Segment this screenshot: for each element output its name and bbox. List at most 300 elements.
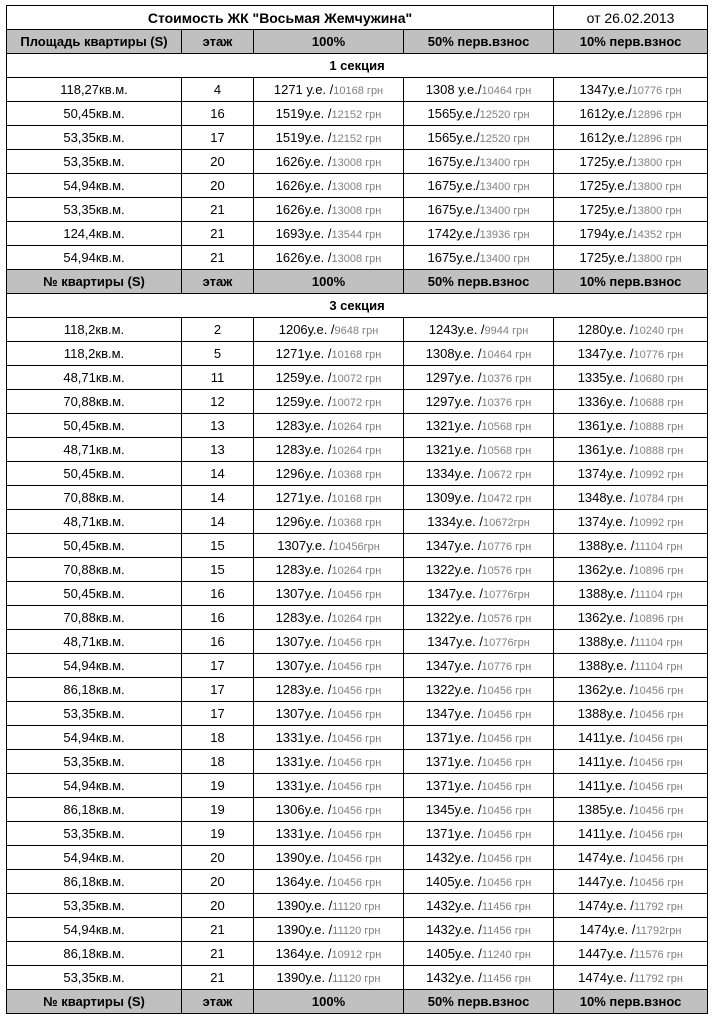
usd-price: 1348у.е. / <box>577 490 634 505</box>
usd-price: 1271у.е. / <box>275 490 332 505</box>
uah-price: 11792 грн <box>633 973 683 985</box>
usd-price: 1405у.е. / <box>425 874 482 889</box>
section-label: 3 секция <box>7 294 708 318</box>
uah-price: 10456 грн <box>481 781 532 793</box>
price-50-cell <box>404 78 554 102</box>
price-50-cell <box>404 438 554 462</box>
usd-price: 1308 у.е./ <box>425 82 482 97</box>
uah-price: 10456 грн <box>481 757 532 769</box>
column-header: этаж <box>182 30 254 54</box>
uah-price: 10576 грн <box>481 613 532 625</box>
area-cell: 124,4кв.м. <box>7 222 182 246</box>
usd-price: 1259у.е. / <box>275 394 332 409</box>
floor-cell: 16 <box>182 606 254 630</box>
area-cell: 86,18кв.м. <box>7 942 182 966</box>
uah-price: 11792грн <box>635 925 682 937</box>
usd-price: 1347у.е. / <box>427 586 484 601</box>
table-row <box>7 366 708 390</box>
usd-price: 1474у.е. / <box>577 850 634 865</box>
usd-price: 1347у.е. / <box>425 706 482 721</box>
price-10-cell <box>554 822 708 846</box>
area-cell: 54,94кв.м. <box>7 654 182 678</box>
price-100-cell <box>254 318 404 342</box>
usd-price: 1693у.е. / <box>275 226 332 241</box>
uah-price: 12520 грн <box>479 109 530 121</box>
price-100-cell <box>254 558 404 582</box>
uah-price: 13400 грн <box>479 253 530 265</box>
usd-price: 1347у.е. / <box>425 538 482 553</box>
price-table <box>6 5 708 1014</box>
area-cell: 50,45кв.м. <box>7 414 182 438</box>
floor-cell: 21 <box>182 222 254 246</box>
date-label: от 26.02.2013 <box>554 6 708 30</box>
uah-price: 11120 грн <box>332 973 381 985</box>
usd-price: 1565у.е./ <box>427 130 480 145</box>
uah-price: 10368 грн <box>331 517 382 529</box>
usd-price: 1347у.е. / <box>577 346 634 361</box>
uah-price: 13008 грн <box>331 181 382 193</box>
uah-price: 12896 грн <box>631 109 682 121</box>
price-100-cell <box>254 870 404 894</box>
floor-cell: 21 <box>182 942 254 966</box>
price-50-cell <box>404 798 554 822</box>
price-50-cell <box>404 462 554 486</box>
uah-price: 10912 грн <box>331 949 382 961</box>
column-header: 50% перв.взнос <box>404 30 554 54</box>
area-cell: 53,35кв.м. <box>7 894 182 918</box>
floor-cell: 19 <box>182 822 254 846</box>
price-10-cell <box>554 414 708 438</box>
price-50-cell <box>404 486 554 510</box>
price-100-cell <box>254 462 404 486</box>
usd-price: 1675у.е./ <box>427 250 480 265</box>
area-cell: 86,18кв.м. <box>7 798 182 822</box>
table-row <box>7 150 708 174</box>
table-row <box>7 726 708 750</box>
column-header: 50% перв.взнос <box>404 270 554 294</box>
uah-price: 10456 грн <box>481 805 532 817</box>
uah-price: 10776 грн <box>631 85 682 97</box>
table-row <box>7 774 708 798</box>
uah-price: 13008 грн <box>331 157 382 169</box>
usd-price: 1243у.е. / <box>428 322 485 337</box>
usd-price: 1362у.е. / <box>577 562 634 577</box>
price-100-cell <box>254 414 404 438</box>
price-10-cell <box>554 798 708 822</box>
table-row <box>7 414 708 438</box>
price-10-cell <box>554 558 708 582</box>
usd-price: 1364у.е. / <box>275 946 332 961</box>
price-50-cell <box>404 414 554 438</box>
uah-price: 10456 грн <box>331 877 382 889</box>
area-cell: 53,35кв.м. <box>7 822 182 846</box>
header-row <box>7 990 708 1014</box>
usd-price: 1371у.е. / <box>425 826 482 841</box>
uah-price: 10456 грн <box>331 829 382 841</box>
column-header: 100% <box>254 30 404 54</box>
floor-cell: 16 <box>182 102 254 126</box>
price-10-cell <box>554 342 708 366</box>
table-row <box>7 390 708 414</box>
uah-price: 10888 грн <box>633 445 684 457</box>
price-10-cell <box>554 630 708 654</box>
usd-price: 1675у.е./ <box>427 178 480 193</box>
price-100-cell <box>254 222 404 246</box>
usd-price: 1362у.е. / <box>577 610 634 625</box>
uah-price: 10368 грн <box>331 469 382 481</box>
area-cell: 54,94кв.м. <box>7 174 182 198</box>
usd-price: 1474у.е. / <box>579 922 636 937</box>
price-10-cell <box>554 126 708 150</box>
usd-price: 1519у.е. / <box>275 106 332 121</box>
area-cell: 50,45кв.м. <box>7 534 182 558</box>
usd-price: 1390у.е. / <box>275 850 332 865</box>
usd-price: 1307у.е. / <box>275 634 332 649</box>
uah-price: 10264 грн <box>331 421 382 433</box>
price-100-cell <box>254 510 404 534</box>
usd-price: 1271 у.е. / <box>273 82 334 97</box>
price-50-cell <box>404 222 554 246</box>
uah-price: 10680 грн <box>633 373 684 385</box>
price-50-cell <box>404 918 554 942</box>
table-row <box>7 918 708 942</box>
usd-price: 1335у.е. / <box>577 370 634 385</box>
uah-price: 10264 грн <box>331 565 382 577</box>
usd-price: 1308у.е. / <box>425 346 482 361</box>
uah-price: 10992 грн <box>633 517 684 529</box>
uah-price: 11456 грн <box>481 925 531 937</box>
column-header: 100% <box>254 270 404 294</box>
uah-price: 10456 грн <box>633 709 684 721</box>
uah-price: 10168 грн <box>331 349 382 361</box>
price-50-cell <box>404 390 554 414</box>
uah-price: 10456грн <box>333 541 380 553</box>
usd-price: 1388у.е. / <box>578 538 635 553</box>
uah-price: 10456 грн <box>331 661 382 673</box>
usd-price: 1364у.е. / <box>275 874 332 889</box>
table-row <box>7 558 708 582</box>
price-100-cell <box>254 582 404 606</box>
uah-price: 11104 грн <box>634 541 683 553</box>
price-50-cell <box>404 558 554 582</box>
usd-price: 1388у.е. / <box>578 658 635 673</box>
usd-price: 1309у.е. / <box>425 490 482 505</box>
floor-cell: 15 <box>182 558 254 582</box>
area-cell: 118,2кв.м. <box>7 342 182 366</box>
uah-price: 10456 грн <box>633 877 684 889</box>
usd-price: 1675у.е./ <box>427 154 480 169</box>
usd-price: 1361у.е. / <box>577 442 634 457</box>
area-cell: 53,35кв.м. <box>7 966 182 990</box>
usd-price: 1306у.е. / <box>275 802 332 817</box>
usd-price: 1345у.е. / <box>425 802 482 817</box>
area-cell: 70,88кв.м. <box>7 486 182 510</box>
price-50-cell <box>404 198 554 222</box>
price-100-cell <box>254 606 404 630</box>
uah-price: 11240 грн <box>481 949 531 961</box>
usd-price: 1626у.е. / <box>275 250 332 265</box>
price-50-cell <box>404 246 554 270</box>
uah-price: 13400 грн <box>479 157 530 169</box>
floor-cell: 21 <box>182 966 254 990</box>
uah-price: 10168 грн <box>331 493 382 505</box>
uah-price: 13008 грн <box>331 205 382 217</box>
price-10-cell <box>554 582 708 606</box>
price-100-cell <box>254 726 404 750</box>
usd-price: 1725у.е./ <box>579 178 632 193</box>
usd-price: 1612у.е./ <box>579 130 632 145</box>
uah-price: 11120 грн <box>332 901 381 913</box>
section-row <box>7 294 708 318</box>
uah-price: 10672грн <box>483 517 530 529</box>
price-100-cell <box>254 774 404 798</box>
uah-price: 10456 грн <box>331 805 382 817</box>
uah-price: 10456 грн <box>633 757 683 769</box>
price-50-cell <box>404 822 554 846</box>
price-100-cell <box>254 966 404 990</box>
price-100-cell <box>254 174 404 198</box>
uah-price: 10472 грн <box>481 493 532 505</box>
uah-price: 10072 грн <box>331 397 382 409</box>
usd-price: 1432у.е. / <box>425 850 482 865</box>
area-cell: 54,94кв.м. <box>7 774 182 798</box>
price-100-cell <box>254 942 404 966</box>
uah-price: 10456 грн <box>331 637 382 649</box>
price-10-cell <box>554 438 708 462</box>
uah-price: 10464 грн <box>481 85 532 97</box>
uah-price: 10264 грн <box>331 613 382 625</box>
table-row <box>7 582 708 606</box>
usd-price: 1447у.е. / <box>577 874 634 889</box>
price-10-cell <box>554 246 708 270</box>
usd-price: 1626у.е. / <box>275 154 332 169</box>
area-cell: 48,71кв.м. <box>7 510 182 534</box>
uah-price: 10896 грн <box>633 613 684 625</box>
price-100-cell <box>254 438 404 462</box>
usd-price: 1297у.е. / <box>425 370 482 385</box>
uah-price: 10688 грн <box>633 397 684 409</box>
usd-price: 1565у.е./ <box>427 106 480 121</box>
price-10-cell <box>554 870 708 894</box>
usd-price: 1371у.е. / <box>425 754 482 769</box>
floor-cell: 12 <box>182 390 254 414</box>
floor-cell: 16 <box>182 582 254 606</box>
price-100-cell <box>254 678 404 702</box>
uah-price: 13400 грн <box>479 205 530 217</box>
table-row <box>7 342 708 366</box>
column-header: 10% перв.взнос <box>554 30 708 54</box>
table-row <box>7 702 708 726</box>
area-cell: 53,35кв.м. <box>7 750 182 774</box>
uah-price: 11792 грн <box>633 901 683 913</box>
column-header: 50% перв.взнос <box>404 990 554 1014</box>
price-10-cell <box>554 678 708 702</box>
uah-price: 10576 грн <box>481 565 532 577</box>
price-10-cell <box>554 966 708 990</box>
uah-price: 13400 грн <box>479 181 530 193</box>
uah-price: 10784 грн <box>633 493 684 505</box>
price-50-cell <box>404 870 554 894</box>
column-header: этаж <box>182 990 254 1014</box>
uah-price: 10776грн <box>483 637 530 649</box>
uah-price: 13800 грн <box>631 253 682 265</box>
column-header: 10% перв.взнос <box>554 270 708 294</box>
usd-price: 1322у.е. / <box>425 682 482 697</box>
floor-cell: 14 <box>182 510 254 534</box>
price-50-cell <box>404 174 554 198</box>
price-100-cell <box>254 750 404 774</box>
floor-cell: 20 <box>182 174 254 198</box>
area-cell: 118,27кв.м. <box>7 78 182 102</box>
floor-cell: 18 <box>182 726 254 750</box>
usd-price: 1271у.е. / <box>275 346 332 361</box>
price-10-cell <box>554 726 708 750</box>
price-10-cell <box>554 774 708 798</box>
price-100-cell <box>254 534 404 558</box>
usd-price: 1388у.е. / <box>577 706 634 721</box>
usd-price: 1388у.е. / <box>578 586 635 601</box>
table-row <box>7 798 708 822</box>
floor-cell: 13 <box>182 438 254 462</box>
uah-price: 13544 грн <box>331 229 382 241</box>
usd-price: 1519у.е. / <box>275 130 332 145</box>
usd-price: 1675у.е./ <box>427 202 480 217</box>
uah-price: 10456 грн <box>331 589 382 601</box>
price-50-cell <box>404 102 554 126</box>
table-row <box>7 486 708 510</box>
table-row <box>7 822 708 846</box>
uah-price: 10992 грн <box>633 469 684 481</box>
area-cell: 48,71кв.м. <box>7 630 182 654</box>
column-header: 100% <box>254 990 404 1014</box>
uah-price: 10456 грн <box>331 757 382 769</box>
table-row <box>7 534 708 558</box>
uah-price: 10456 грн <box>481 853 532 865</box>
usd-price: 1390у.е. / <box>276 922 333 937</box>
floor-cell: 19 <box>182 774 254 798</box>
area-cell: 50,45кв.м. <box>7 102 182 126</box>
floor-cell: 20 <box>182 894 254 918</box>
price-10-cell <box>554 750 708 774</box>
uah-price: 10672 грн <box>481 469 532 481</box>
area-cell: 50,45кв.м. <box>7 582 182 606</box>
usd-price: 1371у.е. / <box>425 730 482 745</box>
price-50-cell <box>404 342 554 366</box>
table-row <box>7 126 708 150</box>
area-cell: 53,35кв.м. <box>7 198 182 222</box>
price-10-cell <box>554 486 708 510</box>
price-50-cell <box>404 582 554 606</box>
column-header: этаж <box>182 270 254 294</box>
uah-price: 10456 грн <box>481 829 532 841</box>
table-title: Стоимость ЖК "Восьмая Жемчужина" <box>7 6 554 30</box>
table-row <box>7 630 708 654</box>
price-10-cell <box>554 222 708 246</box>
usd-price: 1296у.е. / <box>275 514 332 529</box>
price-100-cell <box>254 798 404 822</box>
area-cell: 70,88кв.м. <box>7 606 182 630</box>
price-100-cell <box>254 366 404 390</box>
table-row <box>7 870 708 894</box>
area-cell: 86,18кв.м. <box>7 678 182 702</box>
price-100-cell <box>254 342 404 366</box>
uah-price: 11104 грн <box>634 589 683 601</box>
price-100-cell <box>254 126 404 150</box>
price-100-cell <box>254 102 404 126</box>
usd-price: 1390у.е. / <box>276 970 333 985</box>
usd-price: 1334у.е. / <box>425 466 482 481</box>
column-header: 10% перв.взнос <box>554 990 708 1014</box>
uah-price: 10456 грн <box>481 709 532 721</box>
uah-price: 11456 грн <box>481 973 531 985</box>
usd-price: 1626у.е. / <box>275 202 332 217</box>
area-cell: 70,88кв.м. <box>7 558 182 582</box>
floor-cell: 5 <box>182 342 254 366</box>
price-50-cell <box>404 318 554 342</box>
usd-price: 1307у.е. / <box>277 538 333 553</box>
price-100-cell <box>254 894 404 918</box>
price-10-cell <box>554 654 708 678</box>
floor-cell: 16 <box>182 630 254 654</box>
usd-price: 1331у.е. / <box>275 778 332 793</box>
usd-price: 1280у.е. / <box>577 322 634 337</box>
area-cell: 53,35кв.м. <box>7 702 182 726</box>
uah-price: 10464 грн <box>481 349 532 361</box>
usd-price: 1331у.е. / <box>275 730 332 745</box>
usd-price: 1283у.е. / <box>275 610 332 625</box>
floor-cell: 11 <box>182 366 254 390</box>
uah-price: 13800 грн <box>631 181 682 193</box>
uah-price: 10376 грн <box>481 397 532 409</box>
price-10-cell <box>554 918 708 942</box>
price-10-cell <box>554 390 708 414</box>
usd-price: 1334у.е. / <box>427 514 484 529</box>
uah-price: 12520 грн <box>479 133 530 145</box>
usd-price: 1321у.е. / <box>425 418 482 433</box>
price-10-cell <box>554 318 708 342</box>
area-cell: 54,94кв.м. <box>7 246 182 270</box>
table-row <box>7 438 708 462</box>
usd-price: 1321у.е. / <box>425 442 482 457</box>
usd-price: 1405у.е. / <box>426 946 482 961</box>
price-100-cell <box>254 654 404 678</box>
floor-cell: 4 <box>182 78 254 102</box>
floor-cell: 18 <box>182 750 254 774</box>
uah-price: 11104 грн <box>634 661 683 673</box>
usd-price: 1347у.е. / <box>425 658 482 673</box>
table-row <box>7 222 708 246</box>
usd-price: 1361у.е. / <box>577 418 634 433</box>
floor-cell: 20 <box>182 846 254 870</box>
floor-cell: 13 <box>182 414 254 438</box>
table-row <box>7 174 708 198</box>
usd-price: 1390у.е. / <box>276 898 333 913</box>
usd-price: 1283у.е. / <box>275 682 332 697</box>
uah-price: 11104 грн <box>634 637 683 649</box>
uah-price: 10776 грн <box>481 541 532 553</box>
price-50-cell <box>404 966 554 990</box>
floor-cell: 2 <box>182 318 254 342</box>
floor-cell: 14 <box>182 462 254 486</box>
uah-price: 9648 грн <box>334 325 379 337</box>
price-100-cell <box>254 702 404 726</box>
price-10-cell <box>554 894 708 918</box>
price-50-cell <box>404 678 554 702</box>
price-50-cell <box>404 894 554 918</box>
usd-price: 1742у.е./ <box>427 226 480 241</box>
area-cell: 54,94кв.м. <box>7 726 182 750</box>
floor-cell: 20 <box>182 150 254 174</box>
